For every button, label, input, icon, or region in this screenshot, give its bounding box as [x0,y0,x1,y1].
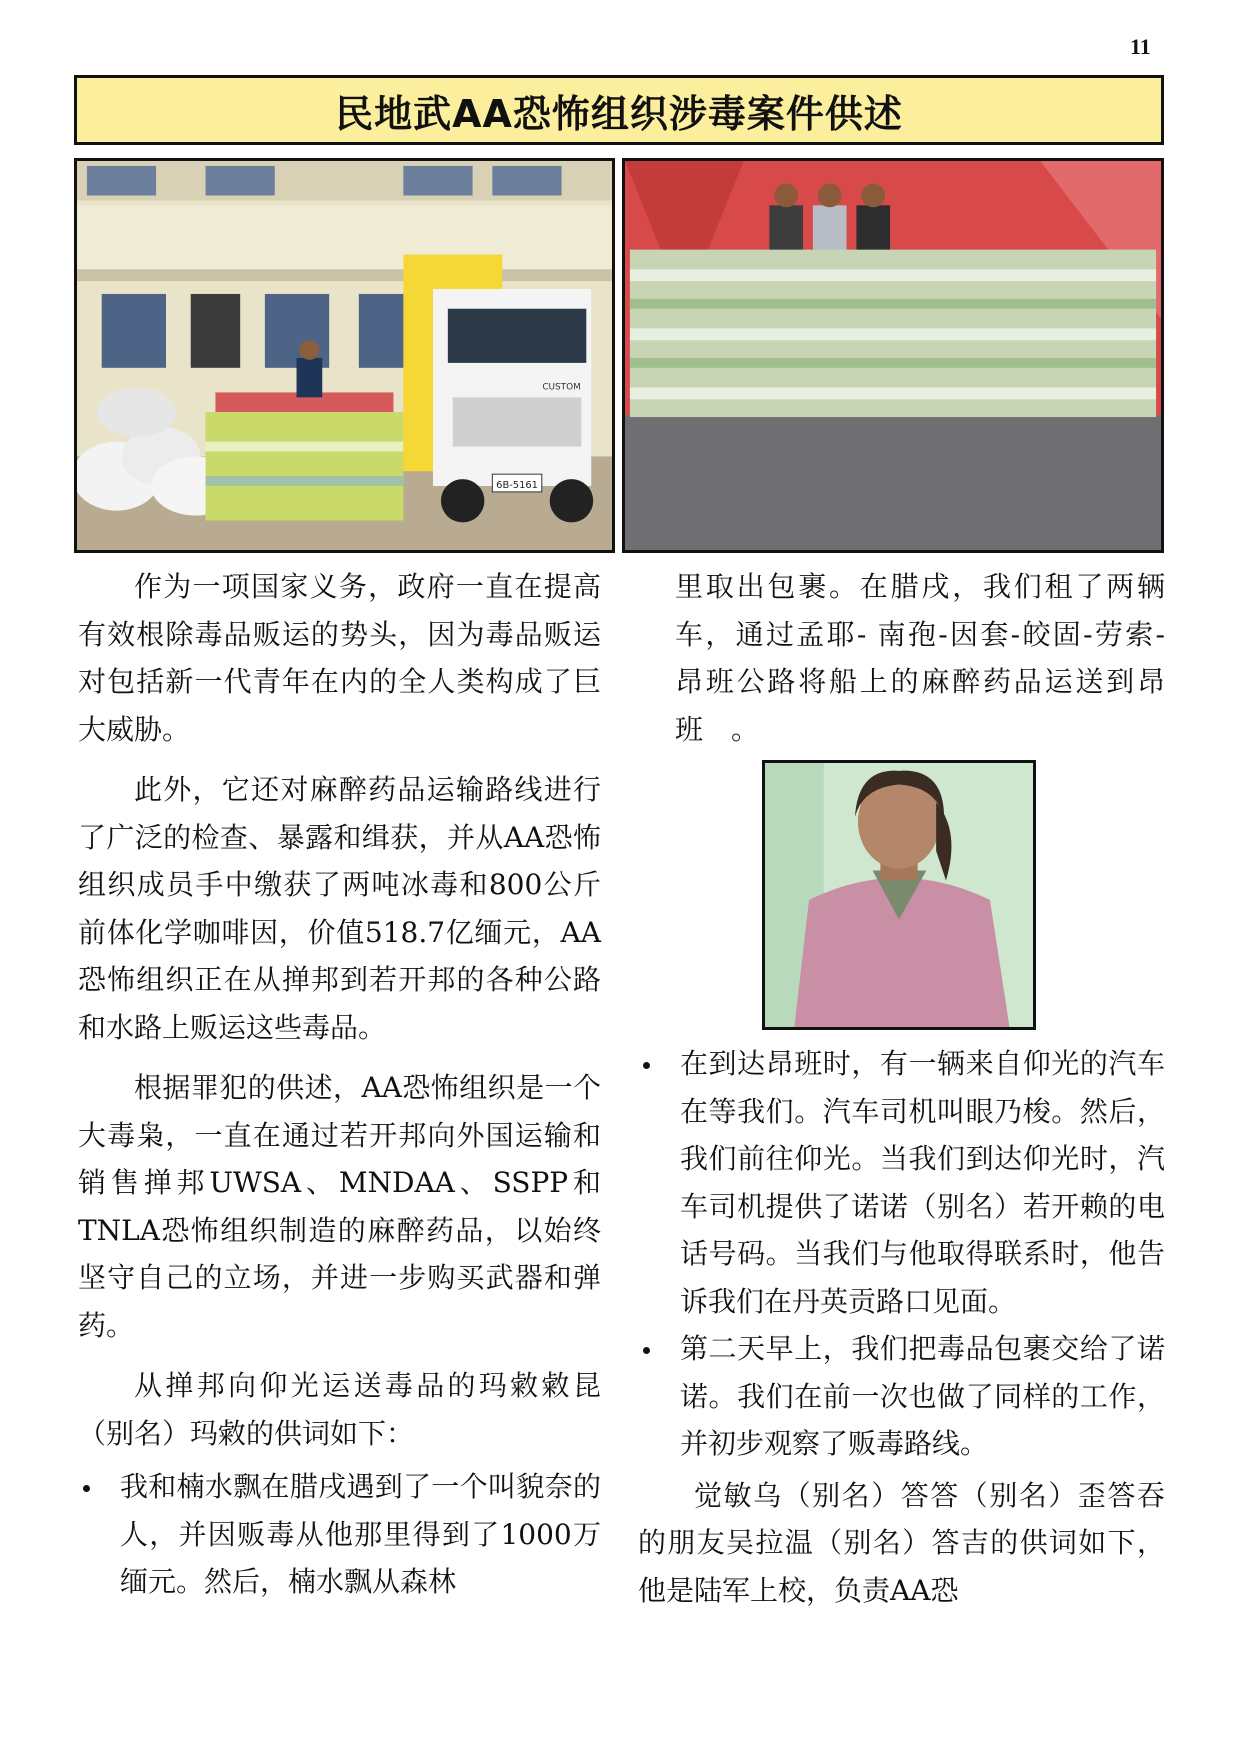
page-title: 民地武AA恐怖组织涉毒案件供述 [335,91,903,136]
truck-brand: CUSTOM [542,382,581,393]
right-column-bullets [638,1040,1165,1627]
page-number: 11 [1130,34,1151,59]
paragraph-continuation: 里取出包裹。在腊戌，我们租了两辆车，通过孟耶- 南孢-因套-皎固-劳索- 昂班公路将船上的麻醉药品运送到昂班 。 [675,570,1194,746]
list-item [78,1463,601,1606]
list-item [638,1325,1165,1468]
right-column-continuation [675,563,1194,766]
seized-drugs-truck-photo [74,158,615,553]
paragraph-intro: 作为一项国家义务，政府一直在提高有效根除毒品贩运的势头，因为毒品贩运对包括新一代青年在内的全人类构成了巨大威胁。 [78,570,601,746]
paragraph-seizure: 此外，它还对麻醉药品运输路线进行了广泛的检查、暴露和缉获，并从AA恐怖组织成员手中缴获了两吨冰毒和800公斤前体化学咖啡因，价值518.7亿缅元，AA恐怖组织正在从掸邦到若开邦的各种公路和水路上贩运这些毒品。 [78,773,601,1044]
paragraph-final: 觉敏乌（别名）答答（别名）歪答吞的朋友吴拉温（别名）答吉的供词如下，他是陆军上校，负责AA恐 [638,1478,1165,1607]
paragraph-confession-summary: 根据罪犯的供述，AA恐怖组织是一个大毒枭，一直在通过若开邦向外国运输和销售掸邦UWSA、MNDAA、SSPP和TNLA恐怖组织制造的麻醉药品，以始终坚守自己的立场，并进一步购买武器和弹药。 [78,1071,601,1342]
truck-plate: 6B-5161 [496,479,538,491]
bullet-text: 第二天早上，我们把毒品包裹交给了诺诺。我们在前一次也做了同样的工作，并初步观察了贩毒路线。 [680,1332,1165,1460]
title-banner [74,75,1164,145]
bullet-icon [643,1062,650,1069]
suspects-with-drugs-photo [622,158,1164,553]
bullet-text: 我和楠水飘在腊戌遇到了一个叫貌奈的人，并因贩毒从他那里得到了1000万缅元。然后，楠水飘从森林 [120,1470,601,1598]
paragraph-confession-intro: 从掸邦向仰光运送毒品的玛敹敹昆（别名）玛敹的供词如下： [78,1369,601,1450]
list-item [638,1040,1165,1325]
bullet-icon [83,1485,90,1492]
bullet-icon [643,1347,650,1354]
suspect-portrait-photo [762,760,1036,1030]
left-column [78,563,601,1606]
bullet-text: 在到达昂班时，有一辆来自仰光的汽车在等我们。汽车司机叫眼乃梭。然后，我们前往仰光。当我们到达仰光时，汽车司机提供了诺诺（别名）若开赖的电话号码。当我们与他取得联系时，他告诉我们在丹英贡路口见面。 [680,1047,1165,1318]
